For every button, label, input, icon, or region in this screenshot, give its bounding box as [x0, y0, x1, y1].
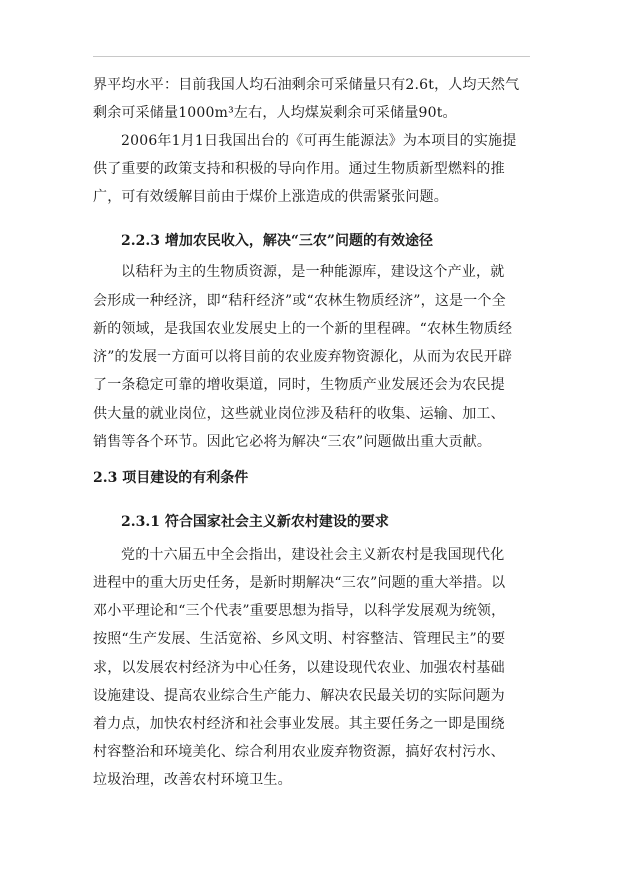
paragraph-3-line-4: 济”的发展一方面可以将目前的农业废弃物资源化，从而为农民开辟 — [93, 349, 513, 365]
paragraph-4-line-6: 设施建设、提高农业综合生产能力、解决农民最关切的实际问题为 — [93, 688, 505, 704]
paragraph-4-line-7: 着力点，加快农村经济和社会事业发展。其主要任务之一即是围绕 — [93, 716, 505, 732]
paragraph-4-line-1: 党的十六届五中全会指出，建设社会主义新农村是我国现代化 — [121, 547, 505, 563]
paragraph-2-line-2: 供了重要的政策支持和积极的导向作用。通过生物质新型燃料的推 — [93, 161, 505, 177]
paragraph-3-line-3: 新的领域，是我国农业发展史上的一个新的里程碑。“农林生物质经 — [93, 321, 513, 337]
paragraph-4-line-9: 垃圾治理，改善农村环境卫生。 — [93, 772, 292, 788]
header-rule — [93, 56, 530, 57]
paragraph-4-line-4: 按照“生产发展、生活宽裕、乡风文明、村容整洁、管理民主”的要 — [93, 631, 506, 647]
heading-2-3-1: 2.3.1 符合国家社会主义新农村建设的要求 — [121, 514, 389, 530]
paragraph-3-line-6: 供大量的就业岗位，这些就业岗位涉及秸秆的收集、运输、加工、 — [93, 406, 505, 422]
paragraph-3-line-7: 销售等各个环节。因此它必将为解决“三农”问题做出重大贡献。 — [93, 434, 492, 450]
paragraph-4-line-5: 求，以发展农村经济为中心任务，以建设现代农业、加强农村基础 — [93, 660, 505, 676]
paragraph-4-line-3: 邓小平理论和“三个代表”重要思想为指导，以科学发展观为统领， — [93, 603, 506, 619]
paragraph-1-line-1: 界平均水平：目前我国人均石油剩余可采储量只有2.6t，人均天然气 — [93, 77, 520, 93]
paragraph-3-line-2: 会形成一种经济，即“秸秆经济”或“农林生物质经济”，这是一个全 — [93, 293, 506, 309]
paragraph-4-line-8: 村容整治和环境美化、综合利用农业废弃物资源，搞好农村污水、 — [93, 744, 505, 760]
paragraph-3-line-5: 了一条稳定可靠的增收渠道，同时，生物质产业发展还会为农民提 — [93, 377, 505, 393]
paragraph-3-line-1: 以秸秆为主的生物质资源，是一种能源库，建设这个产业，就 — [121, 264, 505, 280]
heading-2-2-3: 2.2.3 增加农民收入，解决“三农”问题的有效途径 — [121, 233, 433, 249]
paragraph-1-line-2: 剩余可采储量1000m³左右，人均煤炭剩余可采储量90t。 — [93, 105, 457, 121]
paragraph-4-line-2: 进程中的重大历史任务，是新时期解决“三农”问题的重大举措。以 — [93, 575, 506, 591]
paragraph-2-line-3: 广，可有效缓解目前由于煤价上涨造成的供需紧张问题。 — [93, 189, 448, 205]
paragraph-2-line-1: 2006年1月1日我国出台的《可再生能源法》为本项目的实施提 — [121, 133, 517, 149]
heading-2-3: 2.3 项目建设的有利条件 — [93, 470, 249, 486]
